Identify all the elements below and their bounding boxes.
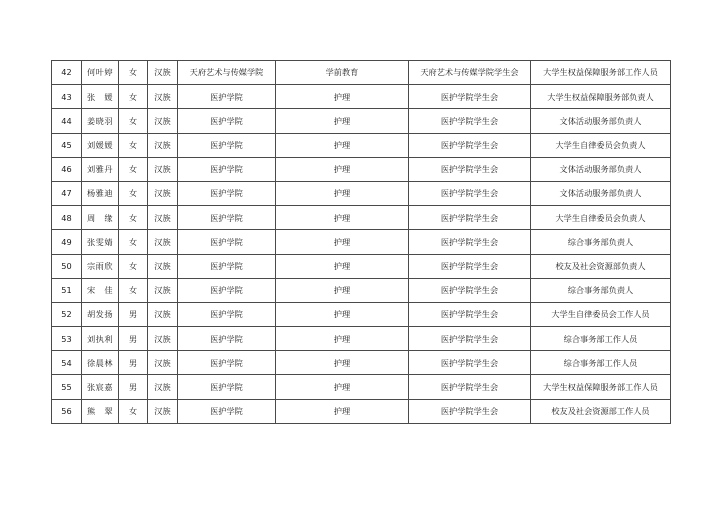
table-row bbox=[52, 133, 671, 157]
cell-student-union: 医护学院学生会 bbox=[409, 85, 531, 109]
table-row bbox=[52, 399, 671, 423]
cell-number: 53 bbox=[52, 327, 82, 351]
cell-name: 姜晓羽 bbox=[82, 109, 119, 133]
cell-number: 48 bbox=[52, 206, 82, 230]
table-row bbox=[52, 109, 671, 133]
cell-number: 54 bbox=[52, 351, 82, 375]
cell-ethnicity: 汉族 bbox=[148, 109, 178, 133]
cell-college: 天府艺术与传媒学院 bbox=[178, 61, 276, 85]
table-row bbox=[52, 254, 671, 278]
cell-position: 文体活动服务部负责人 bbox=[531, 181, 671, 205]
cell-number: 49 bbox=[52, 230, 82, 254]
cell-major: 护理 bbox=[276, 181, 409, 205]
cell-college: 医护学院 bbox=[178, 375, 276, 399]
cell-ethnicity: 汉族 bbox=[148, 230, 178, 254]
cell-major: 护理 bbox=[276, 254, 409, 278]
cell-name: 胡发扬 bbox=[82, 302, 119, 326]
cell-college: 医护学院 bbox=[178, 351, 276, 375]
cell-gender: 男 bbox=[119, 351, 148, 375]
cell-position: 文体活动服务部负责人 bbox=[531, 109, 671, 133]
cell-major: 护理 bbox=[276, 133, 409, 157]
cell-position: 校友及社会资源部负责人 bbox=[531, 254, 671, 278]
cell-number: 47 bbox=[52, 181, 82, 205]
table-row bbox=[52, 278, 671, 302]
cell-major: 护理 bbox=[276, 327, 409, 351]
cell-college: 医护学院 bbox=[178, 278, 276, 302]
cell-major: 学前教育 bbox=[276, 61, 409, 85]
cell-number: 51 bbox=[52, 278, 82, 302]
table-row bbox=[52, 327, 671, 351]
table-row bbox=[52, 302, 671, 326]
cell-ethnicity: 汉族 bbox=[148, 375, 178, 399]
cell-major: 护理 bbox=[276, 206, 409, 230]
cell-number: 50 bbox=[52, 254, 82, 278]
table-row bbox=[52, 206, 671, 230]
cell-college: 医护学院 bbox=[178, 109, 276, 133]
cell-college: 医护学院 bbox=[178, 230, 276, 254]
cell-position: 综合事务部负责人 bbox=[531, 230, 671, 254]
cell-college: 医护学院 bbox=[178, 133, 276, 157]
cell-position: 大学生权益保障服务部工作人员 bbox=[531, 375, 671, 399]
cell-ethnicity: 汉族 bbox=[148, 399, 178, 423]
cell-major: 护理 bbox=[276, 109, 409, 133]
cell-student-union: 医护学院学生会 bbox=[409, 278, 531, 302]
cell-ethnicity: 汉族 bbox=[148, 157, 178, 181]
cell-position: 大学生权益保障服务部工作人员 bbox=[531, 61, 671, 85]
cell-name: 刘媛媛 bbox=[82, 133, 119, 157]
cell-student-union: 医护学院学生会 bbox=[409, 230, 531, 254]
table-row bbox=[52, 375, 671, 399]
cell-college: 医护学院 bbox=[178, 399, 276, 423]
cell-student-union: 医护学院学生会 bbox=[409, 302, 531, 326]
cell-gender: 女 bbox=[119, 61, 148, 85]
cell-number: 52 bbox=[52, 302, 82, 326]
cell-ethnicity: 汉族 bbox=[148, 61, 178, 85]
cell-name: 张 媛 bbox=[82, 85, 119, 109]
cell-major: 护理 bbox=[276, 278, 409, 302]
cell-name: 刘雅丹 bbox=[82, 157, 119, 181]
cell-gender: 男 bbox=[119, 302, 148, 326]
cell-ethnicity: 汉族 bbox=[148, 278, 178, 302]
cell-ethnicity: 汉族 bbox=[148, 181, 178, 205]
cell-college: 医护学院 bbox=[178, 181, 276, 205]
cell-name: 张宸嘉 bbox=[82, 375, 119, 399]
cell-student-union: 医护学院学生会 bbox=[409, 375, 531, 399]
student-union-roster-table bbox=[51, 60, 671, 424]
cell-gender: 女 bbox=[119, 181, 148, 205]
cell-number: 42 bbox=[52, 61, 82, 85]
cell-major: 护理 bbox=[276, 399, 409, 423]
cell-major: 护理 bbox=[276, 351, 409, 375]
cell-ethnicity: 汉族 bbox=[148, 302, 178, 326]
cell-position: 大学生权益保障服务部负责人 bbox=[531, 85, 671, 109]
cell-gender: 男 bbox=[119, 327, 148, 351]
cell-name: 周 缘 bbox=[82, 206, 119, 230]
cell-ethnicity: 汉族 bbox=[148, 85, 178, 109]
cell-ethnicity: 汉族 bbox=[148, 327, 178, 351]
cell-student-union: 医护学院学生会 bbox=[409, 254, 531, 278]
cell-major: 护理 bbox=[276, 85, 409, 109]
cell-student-union: 天府艺术与传媒学院学生会 bbox=[409, 61, 531, 85]
cell-number: 43 bbox=[52, 85, 82, 109]
cell-major: 护理 bbox=[276, 302, 409, 326]
cell-college: 医护学院 bbox=[178, 85, 276, 109]
cell-position: 大学生自律委员会工作人员 bbox=[531, 302, 671, 326]
cell-college: 医护学院 bbox=[178, 254, 276, 278]
cell-gender: 女 bbox=[119, 230, 148, 254]
roster-body bbox=[52, 61, 671, 424]
cell-ethnicity: 汉族 bbox=[148, 254, 178, 278]
cell-college: 医护学院 bbox=[178, 157, 276, 181]
cell-ethnicity: 汉族 bbox=[148, 133, 178, 157]
cell-number: 46 bbox=[52, 157, 82, 181]
cell-number: 56 bbox=[52, 399, 82, 423]
cell-ethnicity: 汉族 bbox=[148, 351, 178, 375]
cell-position: 综合事务部工作人员 bbox=[531, 327, 671, 351]
cell-gender: 女 bbox=[119, 85, 148, 109]
cell-number: 45 bbox=[52, 133, 82, 157]
cell-position: 文体活动服务部负责人 bbox=[531, 157, 671, 181]
cell-student-union: 医护学院学生会 bbox=[409, 351, 531, 375]
cell-position: 校友及社会资源部工作人员 bbox=[531, 399, 671, 423]
cell-major: 护理 bbox=[276, 157, 409, 181]
table-row bbox=[52, 351, 671, 375]
table-row bbox=[52, 85, 671, 109]
cell-gender: 女 bbox=[119, 133, 148, 157]
cell-number: 44 bbox=[52, 109, 82, 133]
cell-position: 大学生自律委员会负责人 bbox=[531, 206, 671, 230]
cell-gender: 女 bbox=[119, 254, 148, 278]
cell-name: 宋 佳 bbox=[82, 278, 119, 302]
cell-number: 55 bbox=[52, 375, 82, 399]
cell-gender: 女 bbox=[119, 278, 148, 302]
cell-student-union: 医护学院学生会 bbox=[409, 157, 531, 181]
cell-name: 刘执利 bbox=[82, 327, 119, 351]
cell-position: 大学生自律委员会负责人 bbox=[531, 133, 671, 157]
cell-ethnicity: 汉族 bbox=[148, 206, 178, 230]
cell-position: 综合事务部工作人员 bbox=[531, 351, 671, 375]
cell-gender: 女 bbox=[119, 157, 148, 181]
cell-major: 护理 bbox=[276, 230, 409, 254]
cell-student-union: 医护学院学生会 bbox=[409, 181, 531, 205]
cell-name: 宗雨欣 bbox=[82, 254, 119, 278]
cell-name: 杨雅迪 bbox=[82, 181, 119, 205]
cell-position: 综合事务部负责人 bbox=[531, 278, 671, 302]
cell-major: 护理 bbox=[276, 375, 409, 399]
cell-name: 何叶婷 bbox=[82, 61, 119, 85]
cell-student-union: 医护学院学生会 bbox=[409, 133, 531, 157]
cell-college: 医护学院 bbox=[178, 302, 276, 326]
cell-student-union: 医护学院学生会 bbox=[409, 109, 531, 133]
cell-gender: 男 bbox=[119, 375, 148, 399]
cell-gender: 女 bbox=[119, 206, 148, 230]
table-row bbox=[52, 61, 671, 85]
cell-student-union: 医护学院学生会 bbox=[409, 399, 531, 423]
cell-name: 张雯婧 bbox=[82, 230, 119, 254]
cell-college: 医护学院 bbox=[178, 206, 276, 230]
cell-student-union: 医护学院学生会 bbox=[409, 327, 531, 351]
cell-name: 徐晨林 bbox=[82, 351, 119, 375]
table-row bbox=[52, 181, 671, 205]
cell-gender: 女 bbox=[119, 399, 148, 423]
table-row bbox=[52, 157, 671, 181]
cell-student-union: 医护学院学生会 bbox=[409, 206, 531, 230]
cell-college: 医护学院 bbox=[178, 327, 276, 351]
cell-name: 熊 翠 bbox=[82, 399, 119, 423]
cell-gender: 女 bbox=[119, 109, 148, 133]
table-row bbox=[52, 230, 671, 254]
